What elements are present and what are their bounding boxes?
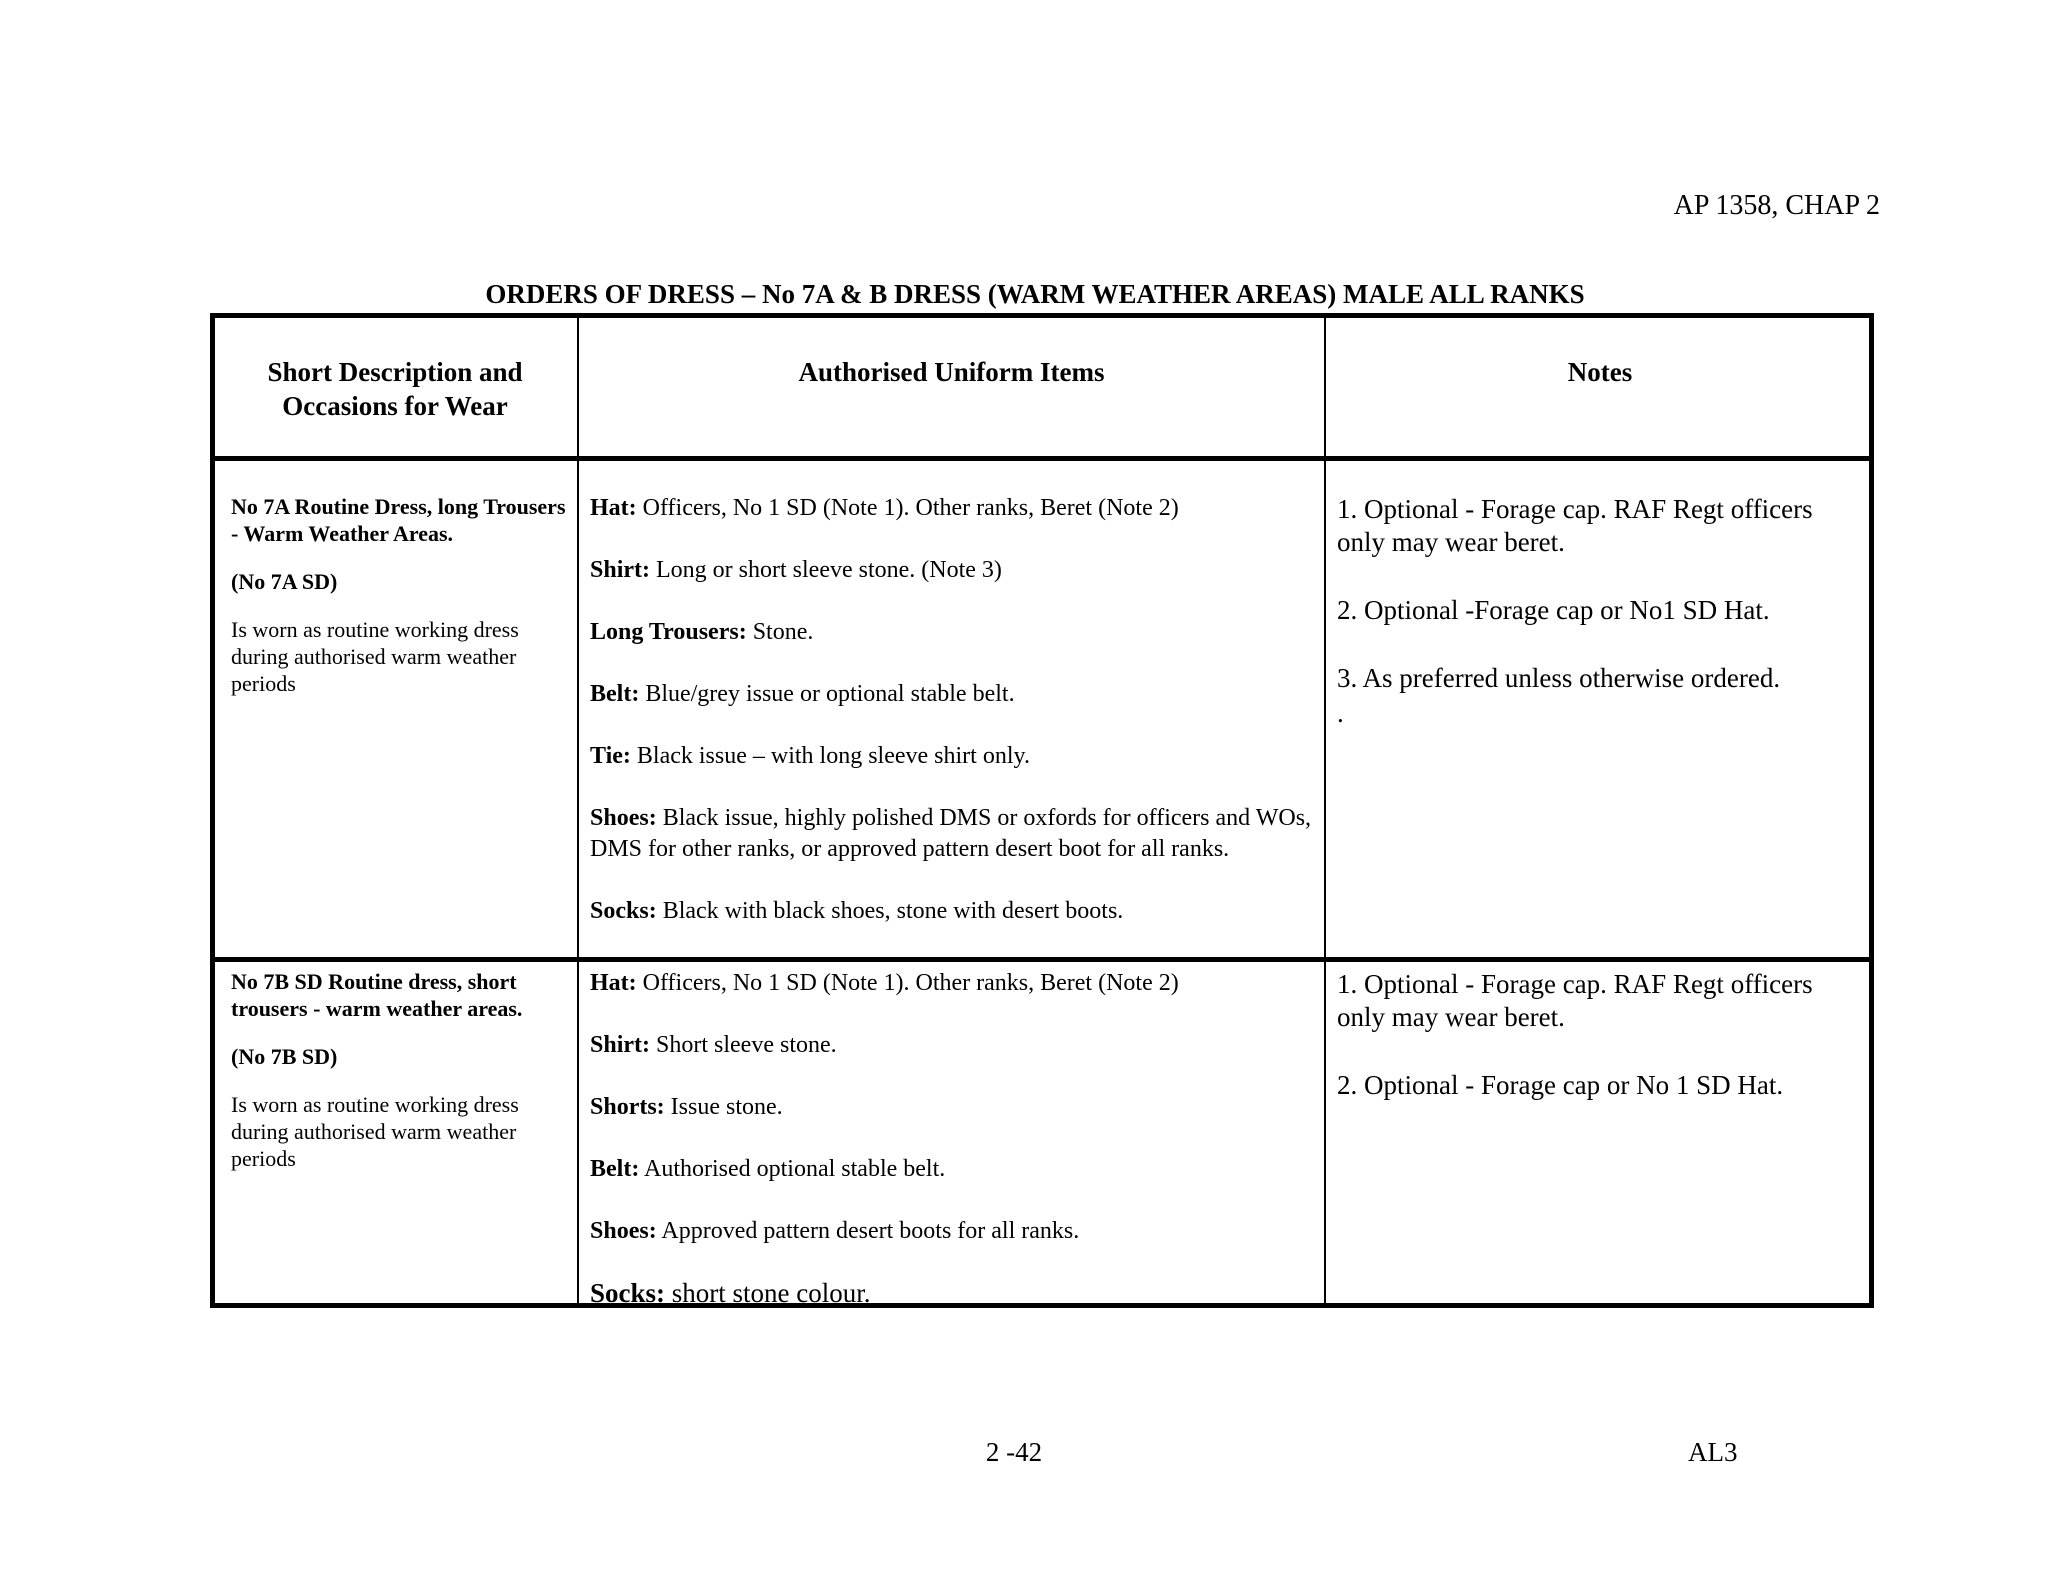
item-tie: Tie: Black issue – with long sleeve shirt only. bbox=[590, 743, 1030, 769]
item-hat: Hat: Officers, No 1 SD (Note 1). Other ranks, Beret (Note 2) bbox=[590, 970, 1179, 996]
item-socks: Socks: Black with black shoes, stone with desert boots. bbox=[590, 898, 1124, 924]
orders-of-dress-table bbox=[210, 313, 1874, 1308]
description-code: (No 7A SD) bbox=[231, 569, 338, 594]
document-title: ORDERS OF DRESS – No 7A & B DRESS (WARM WEATHER AREAS) MALE ALL RANKS bbox=[485, 279, 1585, 309]
header-row-divider bbox=[215, 456, 1869, 461]
amendment-list: AL3 bbox=[1688, 1437, 1738, 1467]
header-description: Short Description and Occasions for Wear bbox=[267, 357, 523, 421]
description-title: No 7B SD Routine dress, short trousers - warm weather areas. bbox=[231, 969, 523, 1021]
description-title: No 7A Routine Dress, long Trousers - Warm Weather Areas. bbox=[231, 494, 566, 546]
item-hat: Hat: Officers, No 1 SD (Note 1). Other ranks, Beret (Note 2) bbox=[590, 495, 1179, 521]
column-divider bbox=[1324, 318, 1326, 1303]
row-7a-description bbox=[231, 493, 566, 697]
header-notes: Notes bbox=[1567, 357, 1633, 387]
item-shirt: Shirt: Short sleeve stone. bbox=[590, 1032, 837, 1058]
note-trailing-dot: . bbox=[1337, 698, 1344, 728]
item-belt: Belt: Blue/grey issue or optional stable belt. bbox=[590, 681, 1015, 707]
description-code: (No 7B SD) bbox=[231, 1044, 338, 1069]
note-2: 2. Optional -Forage cap or No1 SD Hat. bbox=[1337, 595, 1770, 625]
item-socks: Socks: short stone colour. bbox=[590, 1278, 871, 1308]
description-body: Is worn as routine working dress during authorised warm weather periods bbox=[231, 1092, 519, 1171]
note-2: 2. Optional - Forage cap or No 1 SD Hat. bbox=[1337, 1070, 1784, 1100]
note-3: 3. As preferred unless otherwise ordered. bbox=[1337, 663, 1781, 693]
document-reference: AP 1358, CHAP 2 bbox=[1673, 190, 1880, 221]
item-shoes: Shoes: Black issue, highly polished DMS or oxfords for officers and WOs, DMS for other ranks, or approved pattern desert boot for all ranks. bbox=[590, 805, 1312, 862]
row-7b-notes bbox=[1337, 968, 1867, 1137]
description-body: Is worn as routine working dress during authorised warm weather periods bbox=[231, 617, 519, 696]
item-shorts: Shorts: Issue stone. bbox=[590, 1094, 783, 1120]
row-7a-items bbox=[590, 493, 1315, 958]
header-items: Authorised Uniform Items bbox=[798, 357, 1105, 387]
row-7b-items bbox=[590, 968, 1315, 1340]
column-divider bbox=[577, 318, 579, 1303]
item-long-trousers: Long Trousers: Stone. bbox=[590, 619, 814, 645]
row-7b-description bbox=[231, 968, 566, 1172]
note-1: 1. Optional - Forage cap. RAF Regt officers only may wear beret. bbox=[1337, 969, 1813, 1032]
page-number: 2 -42 bbox=[985, 1437, 1043, 1467]
note-1: 1. Optional - Forage cap. RAF Regt officers only may wear beret. bbox=[1337, 494, 1813, 557]
row-7a-notes bbox=[1337, 493, 1867, 730]
item-belt: Belt: Authorised optional stable belt. bbox=[590, 1156, 946, 1182]
item-shoes: Shoes: Approved pattern desert boots for all ranks. bbox=[590, 1218, 1080, 1244]
item-shirt: Shirt: Long or short sleeve stone. (Note 3) bbox=[590, 557, 1002, 583]
